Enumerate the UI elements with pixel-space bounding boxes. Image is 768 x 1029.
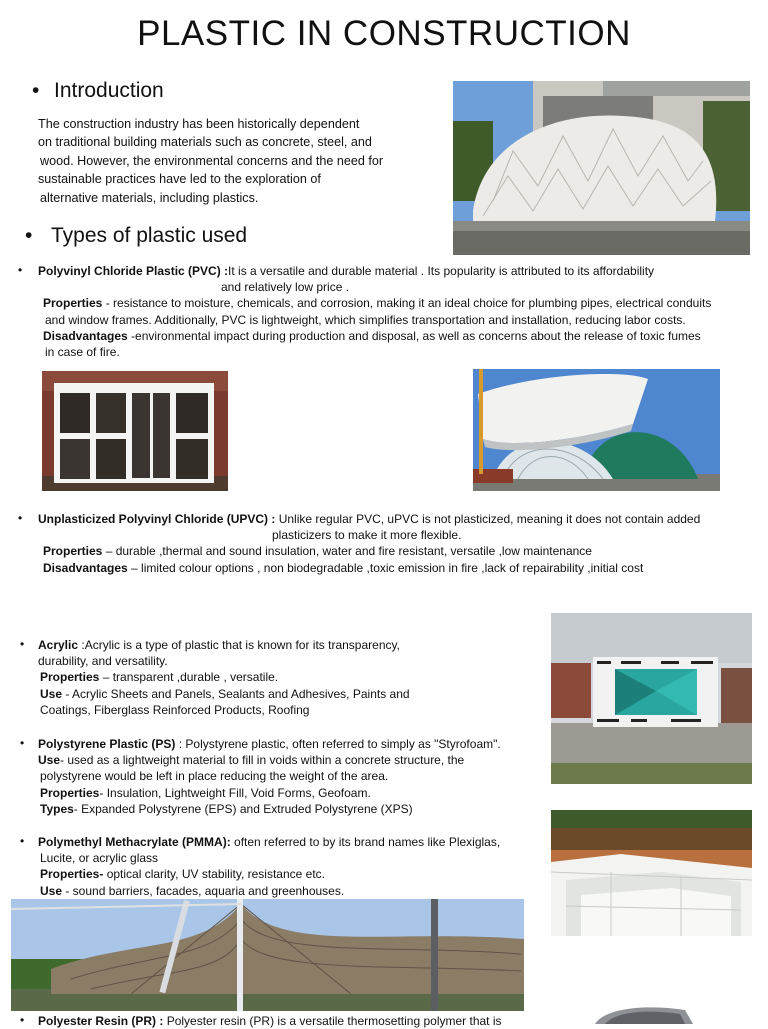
- bullet: •: [18, 263, 23, 277]
- intro-line: sustainable practices have led to the exploration of: [38, 172, 321, 187]
- pmma-name: Polymethyl Methacrylate (PMMA):: [38, 835, 231, 849]
- acrylic-use-label: Use: [40, 686, 63, 701]
- ps-use-label: Use: [38, 753, 61, 768]
- upvc-prop-label: Properties: [43, 544, 103, 559]
- bullet: •: [20, 834, 25, 848]
- pmma-prop: optical clarity, UV stability, resistance etc.: [103, 867, 325, 882]
- acrylic-desc: :Acrylic is a type of plastic that is known for its transparency,: [78, 638, 400, 652]
- upvc-name: Unplasticized Polyvinyl Chloride (UPVC) :: [38, 512, 276, 526]
- ps-desc: : Polystyrene plastic, often referred to simply as "Styrofoam".: [175, 737, 501, 751]
- upvc-dis: – limited colour options , non biodegradable ,toxic emission in fire ,lack of repairability ,initial cost: [127, 560, 644, 575]
- intro-heading-text: Introduction: [54, 79, 164, 102]
- acrylic-use: - Acrylic Sheets and Panels, Sealants and Adhesives, Paints and: [62, 686, 410, 701]
- tensile-canopy-photo: [11, 899, 524, 1011]
- ps-types-label: Types: [40, 801, 74, 816]
- pr-name: Polyester Resin (PR) :: [38, 1014, 164, 1028]
- pmma-prop-label: Properties-: [40, 867, 104, 882]
- ps-prop: - Insulation, Lightweight Fill, Void Forms, Geofoam.: [99, 785, 371, 800]
- intro-heading: [32, 79, 164, 103]
- acrylic-name: Acrylic: [38, 638, 79, 652]
- upvc-block: [38, 511, 758, 576]
- ps-types: - Expanded Polystyrene (EPS) and Extruded Polystyrene (XPS): [73, 801, 413, 816]
- pvc-dis-cont: in case of fire.: [45, 345, 120, 360]
- bullet: •: [25, 224, 33, 247]
- bullet: •: [20, 1013, 25, 1027]
- pvc-dis-label: Disadvantages: [43, 328, 128, 343]
- upvc-desc-cont: plasticizers to make it more flexible.: [272, 528, 462, 543]
- bullet: •: [32, 79, 40, 102]
- pipe-photo: [585, 1004, 695, 1024]
- types-heading-text: Types of plastic used: [51, 224, 248, 247]
- pvc-desc-cont: and relatively low price .: [221, 280, 350, 295]
- intro-paragraph: [38, 115, 448, 207]
- upvc-dis-label: Disadvantages: [43, 560, 128, 575]
- acrylic-block: [38, 637, 538, 718]
- pvc-prop-label: Properties: [43, 296, 103, 311]
- ps-prop-label: Properties: [40, 785, 100, 800]
- pr-desc: Polyester resin (PR) is a versatile thermosetting polymer that is: [163, 1014, 502, 1028]
- ps-use: - used as a lightweight material to fill in voids within a concrete structure, the: [60, 753, 465, 768]
- foam-formwork-photo: [551, 810, 752, 936]
- pmma-use: - sound barriers, facades, aquaria and greenhouses.: [62, 883, 345, 898]
- acrylic-use-cont: Coatings, Fiberglass Reinforced Products, Roofing: [40, 702, 310, 717]
- bullet: •: [20, 736, 25, 750]
- pmma-desc-cont: Lucite, or acrylic glass: [40, 851, 159, 866]
- pavilion-photo: [453, 81, 750, 255]
- pvc-name: Polyvinyl Chloride Plastic (PVC) :: [38, 264, 229, 278]
- upvc-desc: Unlike regular PVC, uPVC is not plasticized, meaning it does not contain added: [275, 512, 701, 526]
- types-heading: [25, 224, 247, 248]
- ps-block: [38, 736, 538, 817]
- intro-line: on traditional building materials such as concrete, steel, and: [38, 135, 372, 150]
- bullet: •: [20, 637, 25, 651]
- bullet: •: [18, 511, 23, 525]
- pvc-dis: -environmental impact during production and disposal, as well as concerns about the release of toxic fumes: [127, 328, 701, 343]
- intro-line: alternative materials, including plastics.: [40, 190, 259, 205]
- intro-line: The construction industry has been historically dependent: [38, 117, 360, 131]
- pvc-prop: - resistance to moisture, chemicals, and corrosion, making it an ideal choice for plumbing pipes, electrical conduits: [102, 296, 712, 311]
- pmma-desc: often referred to by its brand names like Plexiglas,: [230, 835, 501, 849]
- upvc-prop: – durable ,thermal and sound insulation, water and fire resistant, versatile ,low maintenance: [102, 544, 592, 559]
- acrylic-mural-photo: [551, 613, 752, 784]
- pvc-desc: It is a versatile and durable material . Its popularity is attributed to its affordability: [228, 264, 655, 278]
- page-title: PLASTIC IN CONSTRUCTION: [137, 14, 631, 53]
- ps-use-cont: polystyrene would be left in place reducing the weight of the area.: [40, 769, 389, 784]
- pmma-block: [38, 834, 538, 899]
- acrylic-desc-cont: durability, and versatility.: [38, 654, 168, 669]
- pvc-prop-cont: and window frames. Additionally, PVC is lightweight, which simplifies transportation and installation, reducing labor costs.: [45, 312, 686, 327]
- acrylic-prop-label: Properties: [40, 670, 100, 685]
- pr-block: [38, 1013, 558, 1029]
- ps-name: Polystyrene Plastic (PS): [38, 737, 176, 751]
- pvc-block: [38, 263, 758, 360]
- acrylic-prop: – transparent ,durable , versatile.: [99, 670, 279, 685]
- conservatory-photo: [42, 371, 228, 491]
- pmma-use-label: Use: [40, 883, 63, 898]
- intro-line: wood. However, the environmental concerns and the need for: [40, 153, 384, 168]
- membrane-roof-photo: [473, 369, 720, 491]
